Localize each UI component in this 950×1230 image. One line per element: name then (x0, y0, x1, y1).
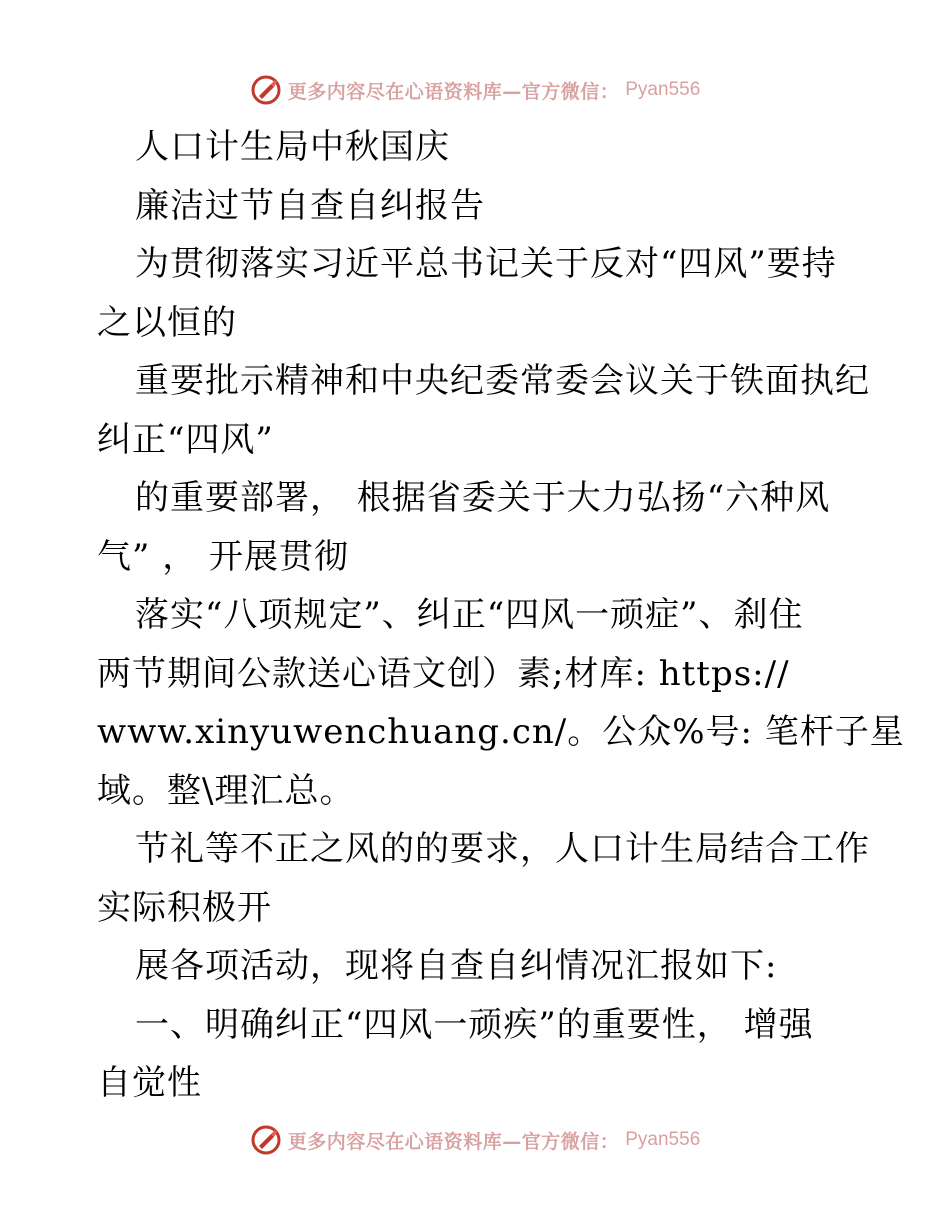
doc-paragraph-line: 重要批示精神和中央纪委常委会议关于铁面执纪 (135, 361, 870, 401)
doc-paragraph-line: www.xinyuwenchuang.cn/。公众%号: 笔杆子星 (97, 712, 905, 752)
doc-paragraph-line: 气” ， 开展贯彻 (97, 536, 349, 577)
doc-section-heading-cont: 自觉性 (97, 1063, 202, 1103)
doc-paragraph-line: 之以恒的 (97, 302, 237, 343)
doc-paragraph-line: 节礼等不正之风的的要求，人口计生局结合工作 (135, 829, 870, 869)
doc-paragraph-line: 的重要部署， 根据省委关于大力弘扬“六种风 (135, 478, 831, 518)
xinyu-logo-icon (250, 1124, 282, 1156)
doc-title-line-1: 人口计生局中秋国庆 (135, 127, 450, 167)
doc-paragraph-line: 实际积极开 (97, 887, 272, 928)
header-watermark-banner (0, 70, 950, 110)
doc-paragraph-line: 域。整\理汇总。 (97, 770, 355, 811)
doc-paragraph-line: 落实“八项规定”、纠正“四风一顽症”、刹住 (135, 595, 804, 635)
header-wechat-id: Pyan556 (625, 79, 701, 100)
doc-paragraph-line: 为贯彻落实习近平总书记关于反对“四风”要持 (135, 244, 837, 284)
doc-section-heading: 一、明确纠正“四风一顽疾”的重要性， 增强 (135, 1004, 814, 1045)
xinyu-logo-icon (250, 74, 282, 106)
doc-paragraph-line: 纠正“四风” (97, 419, 274, 460)
footer-wechat-id: Pyan556 (625, 1129, 701, 1150)
doc-title-line-2: 廉洁过节自查自纠报告 (135, 185, 485, 226)
footer-banner-text: 更多内容尽在心语资料库—官方微信： (287, 1130, 620, 1153)
document-body (97, 118, 905, 1113)
footer-watermark-banner (0, 1120, 950, 1160)
doc-paragraph-line: 展各项活动，现将自查自纠情况汇报如下: (135, 946, 778, 986)
header-banner-text: 更多内容尽在心语资料库—官方微信： (287, 80, 620, 103)
doc-paragraph-line: 两节期间公款送心语文创）素;材库: https:// (97, 653, 790, 694)
